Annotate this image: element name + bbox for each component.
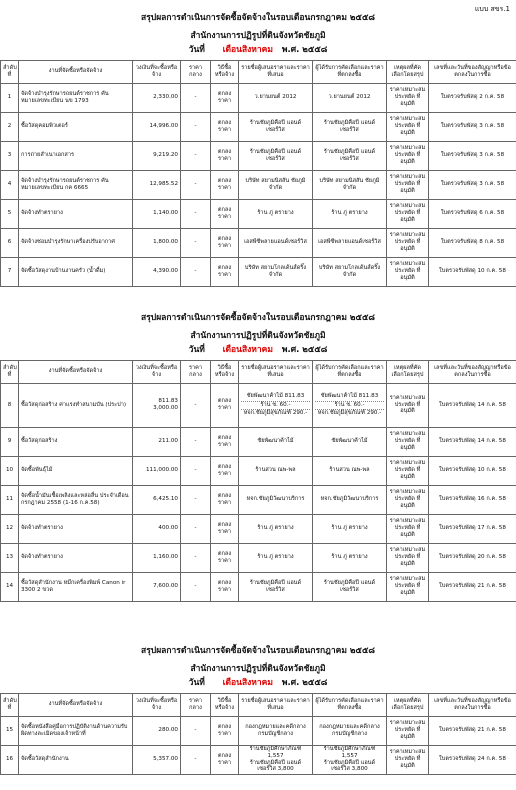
col-winner: ผู้ได้รับการคัดเลือกและราคาที่ตกลงซื้อ: [313, 60, 387, 83]
col-mid-price: ราคากลาง: [181, 360, 211, 383]
table-row: 11 จัดซื้อน้ำมันเชื้อเพลิงและหล่อลื่น ประจำเดือนกรกฎาคม 2558 (1-16 ก.ค.58) 6,425.10 - ตกลงราคา หจก.ชัยภูมิวัฒนาบริการ หจก.ชัยภูมิวัฒนาบริการ ราคาเหมาะสมประหยัด ที่อนุมัติ ใบตรวจรับพัสดุ 16 ก.ค. 58: [1, 485, 516, 514]
year: พ.ศ. ๒๕๕๘: [281, 45, 328, 55]
col-reason: เหตุผลที่คัดเลือกโดยสรุป: [387, 360, 429, 383]
section-2: [0, 314, 516, 602]
date-value: เดือนสิงหาคม: [222, 678, 273, 688]
date-label: วันที่: [188, 345, 205, 355]
col-bidders: รายชื่อผู้เสนอราคาและราคาที่เสนอ: [239, 693, 313, 716]
office-name: สำนักงานการปฏิรูปที่ดินจังหวัดชัยภูมิ: [190, 30, 326, 41]
section-3: [0, 647, 516, 775]
year: พ.ศ. ๒๕๕๘: [281, 678, 328, 688]
col-bidders: รายชื่อผู้เสนอราคาและราคาที่เสนอ: [239, 360, 313, 383]
table-row: 4 จัดจ้างบำรุงรักษารถยนต์ราชการ คันหมายเลขทะเบียน กค 6665 12,985.52 - ตกลงราคา บริษัท สยามนิสสัน ชัยภูมิ จำกัด บริษัท สยามนิสสัน ชัยภูมิ จำกัด ราคาเหมาะสมประหยัด ที่อนุมัติ ใบตรวจรับพัสดุ 3 ก.ค. 58: [1, 170, 516, 199]
table-row: 3 การถ่ายสำเนาเอกสาร 9,219.20 - ตกลงราคา ร้านชัยภูมิคือปี แอนด์ เซอร์วิส ร้านชัยภูมิคือปี แอนด์ เซอร์วิส ราคาเหมาะสมประหยัด ที่อนุมัติ ใบตรวจรับพัสดุ 3 ก.ค. 58: [1, 141, 516, 170]
col-method: วิธีซื้อหรือจ้าง: [211, 693, 239, 716]
table-header: [1, 360, 516, 383]
section-1: [0, 8, 516, 287]
col-method: วิธีซื้อหรือจ้าง: [211, 360, 239, 383]
date-value: เดือนสิงหาคม: [222, 345, 273, 355]
col-winner: ผู้ได้รับการคัดเลือกและราคาที่ตกลงซื้อ: [313, 360, 387, 383]
procurement-table-1: [0, 60, 516, 287]
report-date: [0, 46, 516, 55]
form-code: แบบ สขร.1: [474, 5, 510, 13]
col-reason: เหตุผลที่คัดเลือกโดยสรุป: [387, 60, 429, 83]
col-contract: เลขที่และวันที่ของสัญญาหรือข้อตกลงในการซื้อ: [429, 60, 516, 83]
office-name: สำนักงานการปฏิรูปที่ดินจังหวัดชัยภูมิ: [190, 663, 326, 674]
table-row: 8 ซื้อวัสดุก่อสร้าง ค่าแรงทำสนามบัน (ประปา) 811.83 3,000.00 - ตกลงราคา ชัยพัฒนาค้าไม้ 811.83 ร้าน ช. 60.- หจก.ชัยภูมิสุขภัณฑ์ 290.- ชัยพัฒนาค้าไม้ 811.83 ร้าน ช. 60.- หจก.ชัยภูมิสุขภัณฑ์ 290.- ราคาเหมาะสมประหยัด ที่อนุมัติ ใบตรวจรับพัสดุ 14 ก.ค. 58: [1, 383, 516, 427]
table-row: 14 ซื้อวัสดุสำนักงาน หมึกเครื่องพิมพ์ Canon ir 3300 2 ขวด 7,600.00 - ตกลงราคา ร้านชัยภูมิคือปี แอนด์ เซอร์วิส ร้านชัยภูมิคือปี แอนด์ เซอร์วิส ราคาเหมาะสมประหยัด ที่อนุมัติ ใบตรวจรับพัสดุ 21 ก.ค. 58: [1, 572, 516, 601]
col-contract: เลขที่และวันที่ของสัญญาหรือข้อตกลงในการซื้อ: [429, 693, 516, 716]
col-item: งานที่จัดซื้อหรือจัดจ้าง: [19, 60, 133, 83]
table-header: [1, 60, 516, 83]
table-row: 1 จัดจ้างบำรุงรักษารถยนต์ราชการ คันหมายเลขทะเบียน นข 1793 2,330.00 - ตกลงราคา ว.ยานยนต์ 2012 ว.ยานยนต์ 2012 ราคาเหมาะสมประหยัด ที่อนุมัติ ใบตรวจรับพัสดุ 2 ก.ค. 58: [1, 83, 516, 112]
col-item: งานที่จัดซื้อหรือจัดจ้าง: [19, 693, 133, 716]
col-no: ลำดับที่: [1, 360, 19, 383]
col-no: ลำดับที่: [1, 60, 19, 83]
report-title: สรุปผลการดำเนินการจัดซื้อจัดจ้างในรอบเดือนกรกฎาคม ๒๕๕๘: [141, 646, 375, 656]
report-date: [0, 346, 516, 355]
table-row: 12 จัดจ้างทำตรายาง 400.00 - ตกลงราคา ร้าน ภู่ ตรายาง ร้าน ภู่ ตรายาง ราคาเหมาะสมประหยัด ที่อนุมัติ ใบตรวจรับพัสดุ 17 ก.ค. 58: [1, 514, 516, 543]
col-bidders: รายชื่อผู้เสนอราคาและราคาที่เสนอ: [239, 60, 313, 83]
col-amount: วงเงินที่จะซื้อหรือจ้าง: [133, 60, 181, 83]
col-mid-price: ราคากลาง: [181, 60, 211, 83]
col-mid-price: ราคากลาง: [181, 693, 211, 716]
table-row: 5 จัดจ้างทำตรายาง 1,140.00 - ตกลงราคา ร้าน ภู่ ตรายาง ร้าน ภู่ ตรายาง ราคาเหมาะสมประหยัด ที่อนุมัติ ใบตรวจรับพัสดุ 6 ก.ค. 58: [1, 199, 516, 228]
year: พ.ศ. ๒๕๕๘: [281, 345, 328, 355]
report-title: สรุปผลการดำเนินการจัดซื้อจัดจ้างในรอบเดือนกรกฎาคม ๒๕๕๘: [141, 313, 375, 323]
table-row: 10 จัดซื้อพันธุ์ไม้ 111,000.00 - ตกลงราคา ร้านสวน ณพ-พล ร้านสวน ณพ-พล ราคาเหมาะสมประหยัด ที่อนุมัติ ใบตรวจรับพัสดุ 10 ก.ค. 58: [1, 456, 516, 485]
procurement-table-3: [0, 693, 516, 775]
date-label: วันที่: [188, 678, 205, 688]
col-amount: วงเงินที่จะซื้อหรือจ้าง: [133, 360, 181, 383]
table-row: 13 จัดจ้างทำตรายาง 1,160.00 - ตกลงราคา ร้าน ภู่ ตรายาง ร้าน ภู่ ตรายาง ราคาเหมาะสมประหยัด ที่อนุมัติ ใบตรวจรับพัสดุ 20 ก.ค. 58: [1, 543, 516, 572]
date-value: เดือนสิงหาคม: [222, 45, 273, 55]
office-name: สำนักงานการปฏิรูปที่ดินจังหวัดชัยภูมิ: [190, 330, 326, 341]
procurement-table-2: [0, 360, 516, 602]
table-row: 2 ซื้อวัสดุคอมพิวเตอร์ 14,996.00 - ตกลงราคา ร้านชัยภูมิคือปี แอนด์ เซอร์วิส ร้านชัยภูมิคือปี แอนด์ เซอร์วิส ราคาเหมาะสมประหยัด ที่อนุมัติ ใบตรวจรับพัสดุ 3 ก.ค. 58: [1, 112, 516, 141]
col-item: งานที่จัดซื้อหรือจัดจ้าง: [19, 360, 133, 383]
col-reason: เหตุผลที่คัดเลือกโดยสรุป: [387, 693, 429, 716]
table-row: 15 จัดซื้อหนังสือคู่มือการปฏิบัติงานด้านความรับผิดทางละเมิดของเจ้าหน้าที่ 280.00 - ตกลงราคา กองกฎหมายและคดีกลาง กรมบัญชีกลาง กองกฎหมายและคดีกลาง กรมบัญชีกลาง ราคาเหมาะสมประหยัด ที่อนุมัติ ใบตรวจรับพัสดุ 21 ก.ค. 58: [1, 716, 516, 745]
report-date: [0, 679, 516, 688]
col-method: วิธีซื้อหรือจ้าง: [211, 60, 239, 83]
table-row: 6 จัดจ้างซ่อมบำรุงรักษาเครื่องปรับอากาศ 1,800.00 - ตกลงราคา เอสพีซีพลายแอนด์เซอร์วิส เอสพีซีพลายแอนด์เซอร์วิส ราคาเหมาะสมประหยัด ที่อนุมัติ ใบตรวจรับพัสดุ 8 ก.ค. 58: [1, 228, 516, 257]
table-row: 16 จัดซื้อวัสดุสำนักงาน 5,357.00 - ตกลงราคา ร้านชัยภูมิศึกษาภัณฑ์ 1,557 ร้านชัยภูมิคือปี แอนด์ เซอร์วิส 3,800 ร้านชัยภูมิศึกษาภัณฑ์ 1,557 ร้านชัยภูมิคือปี แอนด์ เซอร์วิส 3,800 ราคาเหมาะสมประหยัด ที่อนุมัติ ใบตรวจรับพัสดุ 24 ก.ค. 58: [1, 745, 516, 774]
col-amount: วงเงินที่จะซื้อหรือจ้าง: [133, 693, 181, 716]
col-contract: เลขที่และวันที่ของสัญญาหรือข้อตกลงในการซื้อ: [429, 360, 516, 383]
col-no: ลำดับที่: [1, 693, 19, 716]
date-label: วันที่: [188, 45, 205, 55]
report-title: สรุปผลการดำเนินการจัดซื้อจัดจ้างในรอบเดือนกรกฎาคม ๒๕๕๘: [141, 13, 375, 23]
col-winner: ผู้ได้รับการคัดเลือกและราคาที่ตกลงซื้อ: [313, 693, 387, 716]
table-row: 9 ซื้อวัสดุก่อสร้าง 211.00 - ตกลงราคา ชัยพัฒนาค้าไม้ ชัยพัฒนาค้าไม้ ราคาเหมาะสมประหยัด ที่อนุมัติ ใบตรวจรับพัสดุ 14 ก.ค. 58: [1, 427, 516, 456]
table-header: [1, 693, 516, 716]
table-row: 7 จัดซื้อวัสดุงานบ้านงานครัว (น้ำดื่ม) 4,390.00 - ตกลงราคา บริษัท สยามโกลเด้นส์ดริ๊ง จำกัด บริษัท สยามโกลเด้นส์ดริ๊ง จำกัด ราคาเหมาะสมประหยัด ที่อนุมัติ ใบตรวจรับพัสดุ 10 ก.ค. 58: [1, 257, 516, 286]
